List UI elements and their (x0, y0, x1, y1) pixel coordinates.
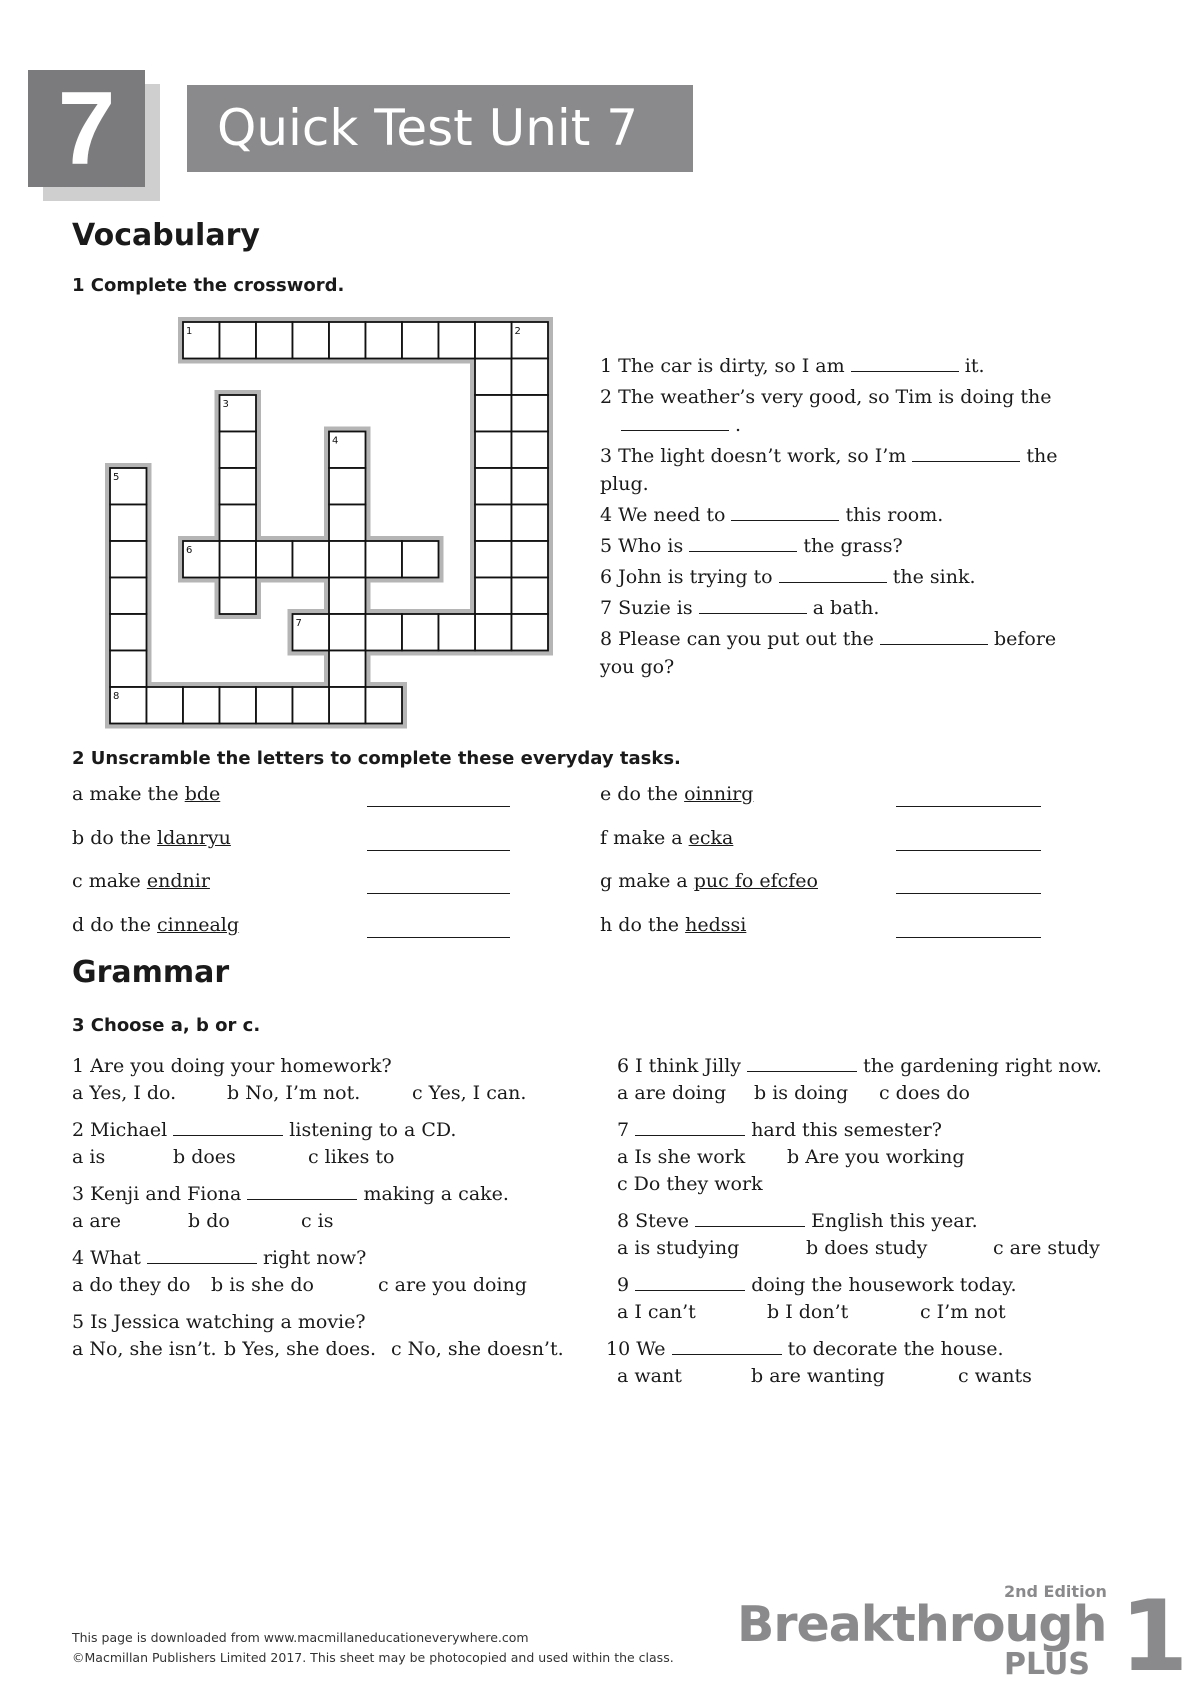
answer-line-g (896, 892, 1041, 894)
crossword-cell[interactable] (329, 541, 366, 578)
crossword-cell[interactable] (329, 468, 366, 505)
answer-line-a (367, 805, 510, 807)
crossword-cell[interactable] (329, 687, 366, 724)
question-7: 7 hard this semester? a Is she work b Are you working c Do they work (617, 1119, 965, 1195)
question-1: 1 Are you doing your homework? a Yes, I do. b No, I’m not. c Yes, I can. (72, 1055, 527, 1104)
crossword-cell[interactable] (439, 614, 476, 651)
crossword-cell[interactable] (256, 322, 293, 359)
answer-line-f (896, 849, 1041, 851)
ex2-item-c: c make endnir (72, 870, 210, 892)
crossword-cell[interactable] (220, 505, 257, 542)
question-8: 8 Steve English this year. a is studying b does study c are study (617, 1210, 1100, 1259)
crossword-cell[interactable] (220, 432, 257, 469)
clue-1: 1 The car is dirty, so I am it. (600, 355, 985, 377)
ex2-item-d: d do the cinnealg (72, 914, 240, 936)
crossword-cell[interactable] (293, 541, 330, 578)
ex2-instruction: 2 Unscramble the letters to complete these everyday tasks. (72, 748, 681, 769)
crossword-clues (600, 352, 1090, 681)
footer-copyright: ©Macmillan Publishers Limited 2017. This sheet may be photocopied and used within the class. (72, 1650, 674, 1665)
crossword-cell[interactable] (512, 578, 549, 615)
crossword-cell[interactable] (475, 505, 512, 542)
footer (72, 1628, 674, 1668)
footer-download-note: This page is downloaded from www.macmillaneducationeverywhere.com (72, 1630, 529, 1645)
clue-8: 8 Please can you put out the before you go? (600, 628, 1057, 678)
crossword-number: 2 (514, 326, 521, 337)
logo-plus: PLUS (1004, 1647, 1091, 1682)
crossword-cell[interactable] (366, 541, 403, 578)
crossword-cell[interactable] (402, 541, 439, 578)
crossword-cell[interactable] (220, 468, 257, 505)
crossword-cell[interactable] (110, 505, 147, 542)
clue-3: 3 The light doesn’t work, so I’m the plug. (600, 445, 1058, 495)
crossword-cell[interactable] (475, 541, 512, 578)
ex2-item-e: e do the oinnirg (600, 783, 754, 805)
clue-7: 7 Suzie is a bath. (600, 597, 880, 619)
crossword-cell[interactable] (110, 651, 147, 688)
grammar-heading: Grammar (72, 955, 230, 990)
crossword-cell[interactable] (329, 505, 366, 542)
crossword-cell[interactable] (475, 468, 512, 505)
crossword-cell[interactable] (475, 614, 512, 651)
crossword-number: 5 (113, 472, 120, 483)
crossword-cell[interactable] (110, 541, 147, 578)
question-6: 6 I think Jilly the gardening right now. a are doing b is doing c does do (617, 1055, 1102, 1104)
clue-6: 6 John is trying to the sink. (600, 566, 976, 588)
crossword-number: 4 (332, 435, 339, 447)
crossword-cell[interactable] (220, 322, 257, 359)
crossword-cell[interactable] (183, 687, 220, 724)
crossword-cell[interactable] (475, 322, 512, 359)
crossword-cell[interactable] (329, 651, 366, 688)
crossword-cell[interactable] (256, 541, 293, 578)
crossword-cell[interactable] (512, 505, 549, 542)
crossword-cell[interactable] (220, 541, 257, 578)
ex2-item-a: a make the bde (72, 783, 221, 805)
logo-level: 1 (1120, 1580, 1189, 1694)
answer-line-d (367, 936, 510, 938)
question-3: 3 Kenji and Fiona making a cake. a are b do c is (72, 1183, 509, 1232)
clue-5: 5 Who is the grass? (600, 535, 903, 557)
crossword-cell[interactable] (329, 322, 366, 359)
clue-4: 4 We need to this room. (600, 504, 944, 526)
logo-edition: 2nd Edition (1004, 1582, 1107, 1601)
crossword-cell[interactable] (402, 614, 439, 651)
ex2-item-h: h do the hedssi (600, 914, 747, 936)
crossword-number: 1 (186, 326, 193, 337)
crossword-cell[interactable] (512, 614, 549, 651)
ex1-instruction: 1 Complete the crossword. (72, 275, 345, 296)
answer-line-h (896, 936, 1041, 938)
crossword-cell[interactable] (512, 359, 549, 396)
ex2-item-b: b do the ldanryu (72, 827, 231, 849)
crossword-cell[interactable] (512, 468, 549, 505)
crossword-cell[interactable] (366, 614, 403, 651)
crossword-cell[interactable] (293, 322, 330, 359)
unit-number: 7 (28, 70, 145, 187)
crossword-cell[interactable] (220, 578, 257, 615)
vocabulary-heading: Vocabulary (72, 218, 260, 253)
question-9: 9 doing the housework today. a I can’t b I don’t c I’m not (617, 1274, 1017, 1323)
crossword-cell[interactable] (256, 687, 293, 724)
crossword-cell[interactable] (439, 322, 476, 359)
crossword-cell[interactable] (110, 578, 147, 615)
answer-line-b (367, 849, 510, 851)
clue-2: 2 The weather’s very good, so Tim is doing the . (600, 386, 1052, 436)
logo-brand: Breakthrough (737, 1596, 1107, 1653)
answer-line-e (896, 805, 1041, 807)
crossword-cell[interactable] (475, 432, 512, 469)
crossword-cell[interactable] (512, 541, 549, 578)
crossword-cell[interactable] (329, 578, 366, 615)
ex3-instruction: 3 Choose a, b or c. (72, 1015, 261, 1036)
crossword-cell[interactable] (366, 687, 403, 724)
crossword-cell[interactable] (402, 322, 439, 359)
crossword-number: 7 (295, 618, 302, 629)
question-5: 5 Is Jessica watching a movie? a No, she isn’t. b Yes, she does. c No, she doesn’t. (72, 1311, 564, 1360)
question-2: 2 Michael listening to a CD. a is b does c likes to (72, 1119, 457, 1168)
crossword-cell[interactable] (512, 432, 549, 469)
crossword-number: 3 (222, 399, 229, 410)
ex2-item-g: g make a puc fo efcfeo (600, 870, 818, 892)
crossword-number: 6 (186, 545, 193, 556)
crossword-number: 8 (113, 691, 120, 702)
page-title: Quick Test Unit 7 (187, 85, 693, 172)
crossword-cell[interactable] (220, 687, 257, 724)
ex2-item-f: f make a ecka (600, 827, 734, 849)
crossword-cell[interactable] (147, 687, 184, 724)
crossword-cell[interactable] (475, 359, 512, 396)
question-4: 4 What right now? a do they do b is she do c are you doing (72, 1247, 527, 1296)
crossword-cell[interactable] (366, 322, 403, 359)
crossword-cell[interactable] (512, 395, 549, 432)
crossword-cell[interactable] (110, 614, 147, 651)
crossword-cell[interactable] (329, 614, 366, 651)
crossword-cell[interactable] (475, 578, 512, 615)
crossword-cell[interactable] (293, 687, 330, 724)
crossword-cell[interactable] (475, 395, 512, 432)
question-10: 10 We to decorate the house. a want b are wanting c wants (606, 1338, 1032, 1387)
answer-line-c (367, 892, 510, 894)
